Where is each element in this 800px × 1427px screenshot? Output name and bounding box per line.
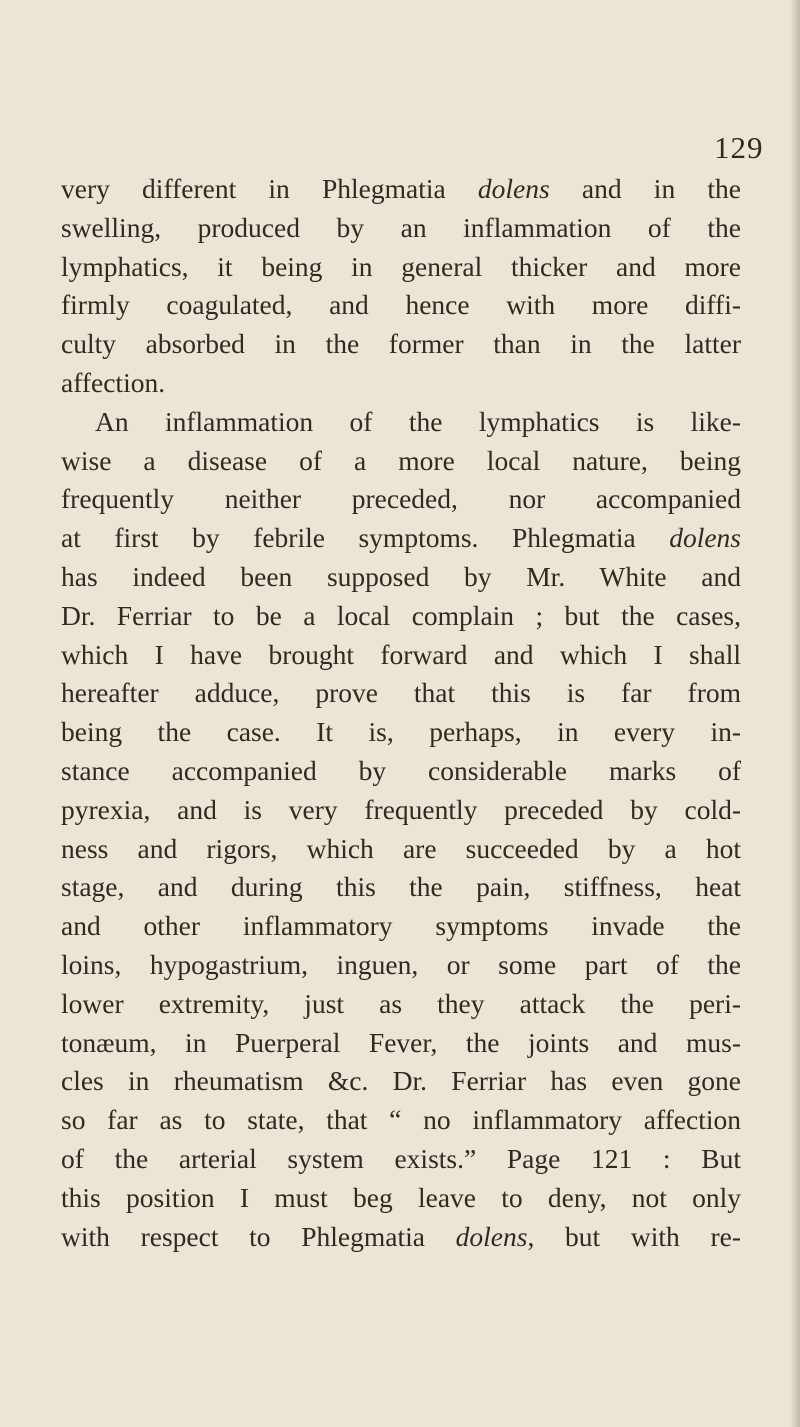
text-line [61, 1101, 741, 1140]
text-segment: affection. [61, 366, 166, 398]
italic-text: dolens [455, 1220, 528, 1252]
text-line [61, 868, 741, 907]
text-line [61, 752, 741, 791]
text-line [61, 907, 741, 946]
italic-text: dolens [477, 173, 550, 204]
text-segment: of the arterial system exists.” Page 121 : But [61, 1142, 741, 1174]
text-line [61, 1140, 741, 1179]
text-segment: which I have brought forward and which I shall [61, 638, 741, 670]
text-line [61, 1062, 741, 1101]
text-line [61, 674, 741, 713]
text-segment: pyrexia, and is very frequently preceded by cold- [61, 793, 741, 825]
italic-text: dolens [669, 522, 741, 554]
text-line [61, 597, 741, 636]
text-segment: lymphatics, it being in general thicker and more [61, 250, 741, 282]
text-line [61, 442, 741, 481]
text-segment: cles in rheumatism &c. Dr. Ferriar has even gone [61, 1065, 741, 1097]
text-segment: tonæum, in Puerperal Fever, the joints and mus- [61, 1026, 741, 1058]
text-segment: swelling, produced by an inflammation of the [61, 211, 741, 243]
text-segment: being the case. It is, perhaps, in every in- [61, 716, 741, 748]
text-line [61, 170, 741, 209]
text-segment: Dr. Ferriar to be a local complain ; but the cases, [61, 599, 741, 631]
text-line [61, 830, 741, 869]
text-line [61, 1179, 741, 1218]
text-segment: with respect to Phlegmatia [61, 1220, 456, 1252]
text-line [61, 209, 741, 248]
text-line [61, 636, 741, 675]
page-number: 129 [714, 130, 764, 165]
text-segment: stance accompanied by considerable marks of [61, 754, 741, 786]
text-line [61, 286, 741, 325]
text-line [61, 325, 741, 364]
text-segment: at first by febrile symptoms. Phlegmatia [61, 522, 670, 554]
body-text [61, 170, 741, 1256]
text-line [61, 946, 741, 985]
text-segment: this position I must beg leave to deny, not only [61, 1181, 741, 1213]
text-segment: culty absorbed in the former than in the latter [61, 328, 741, 360]
text-segment: loins, hypogastrium, inguen, or some part of the [61, 948, 741, 980]
text-segment: stage, and during this the pain, stiffness, heat [61, 871, 741, 903]
text-line [61, 364, 741, 403]
text-line [61, 248, 741, 287]
text-segment: wise a disease of a more local nature, being [61, 444, 741, 476]
page-edge-shadow [790, 0, 800, 1427]
text-segment: ness and rigors, which are succeeded by a hot [61, 832, 741, 864]
text-segment: has indeed been supposed by Mr. White and [61, 560, 741, 592]
text-segment: , but with re- [527, 1220, 742, 1252]
text-line [61, 985, 741, 1024]
text-line [61, 519, 741, 558]
text-segment: An inflammation of the lymphatics is like- [95, 405, 741, 437]
text-segment: very different in Phlegmatia [61, 173, 478, 204]
text-segment: frequently neither preceded, nor accompanied [61, 483, 741, 515]
text-segment: firmly coagulated, and hence with more diffi- [61, 289, 741, 321]
text-line [61, 558, 741, 597]
text-line [61, 1024, 741, 1063]
text-line [61, 791, 741, 830]
text-line [61, 1218, 741, 1257]
text-line [61, 713, 741, 752]
text-segment: lower extremity, just as they attack the peri- [61, 987, 741, 1019]
text-segment: so far as to state, that “ no inflammatory affection [61, 1104, 741, 1136]
text-line [61, 403, 741, 442]
text-segment: hereafter adduce, prove that this is far from [61, 677, 741, 709]
text-segment: and in the [549, 173, 741, 204]
text-line [61, 480, 741, 519]
text-segment: and other inflammatory symptoms invade the [61, 910, 741, 942]
